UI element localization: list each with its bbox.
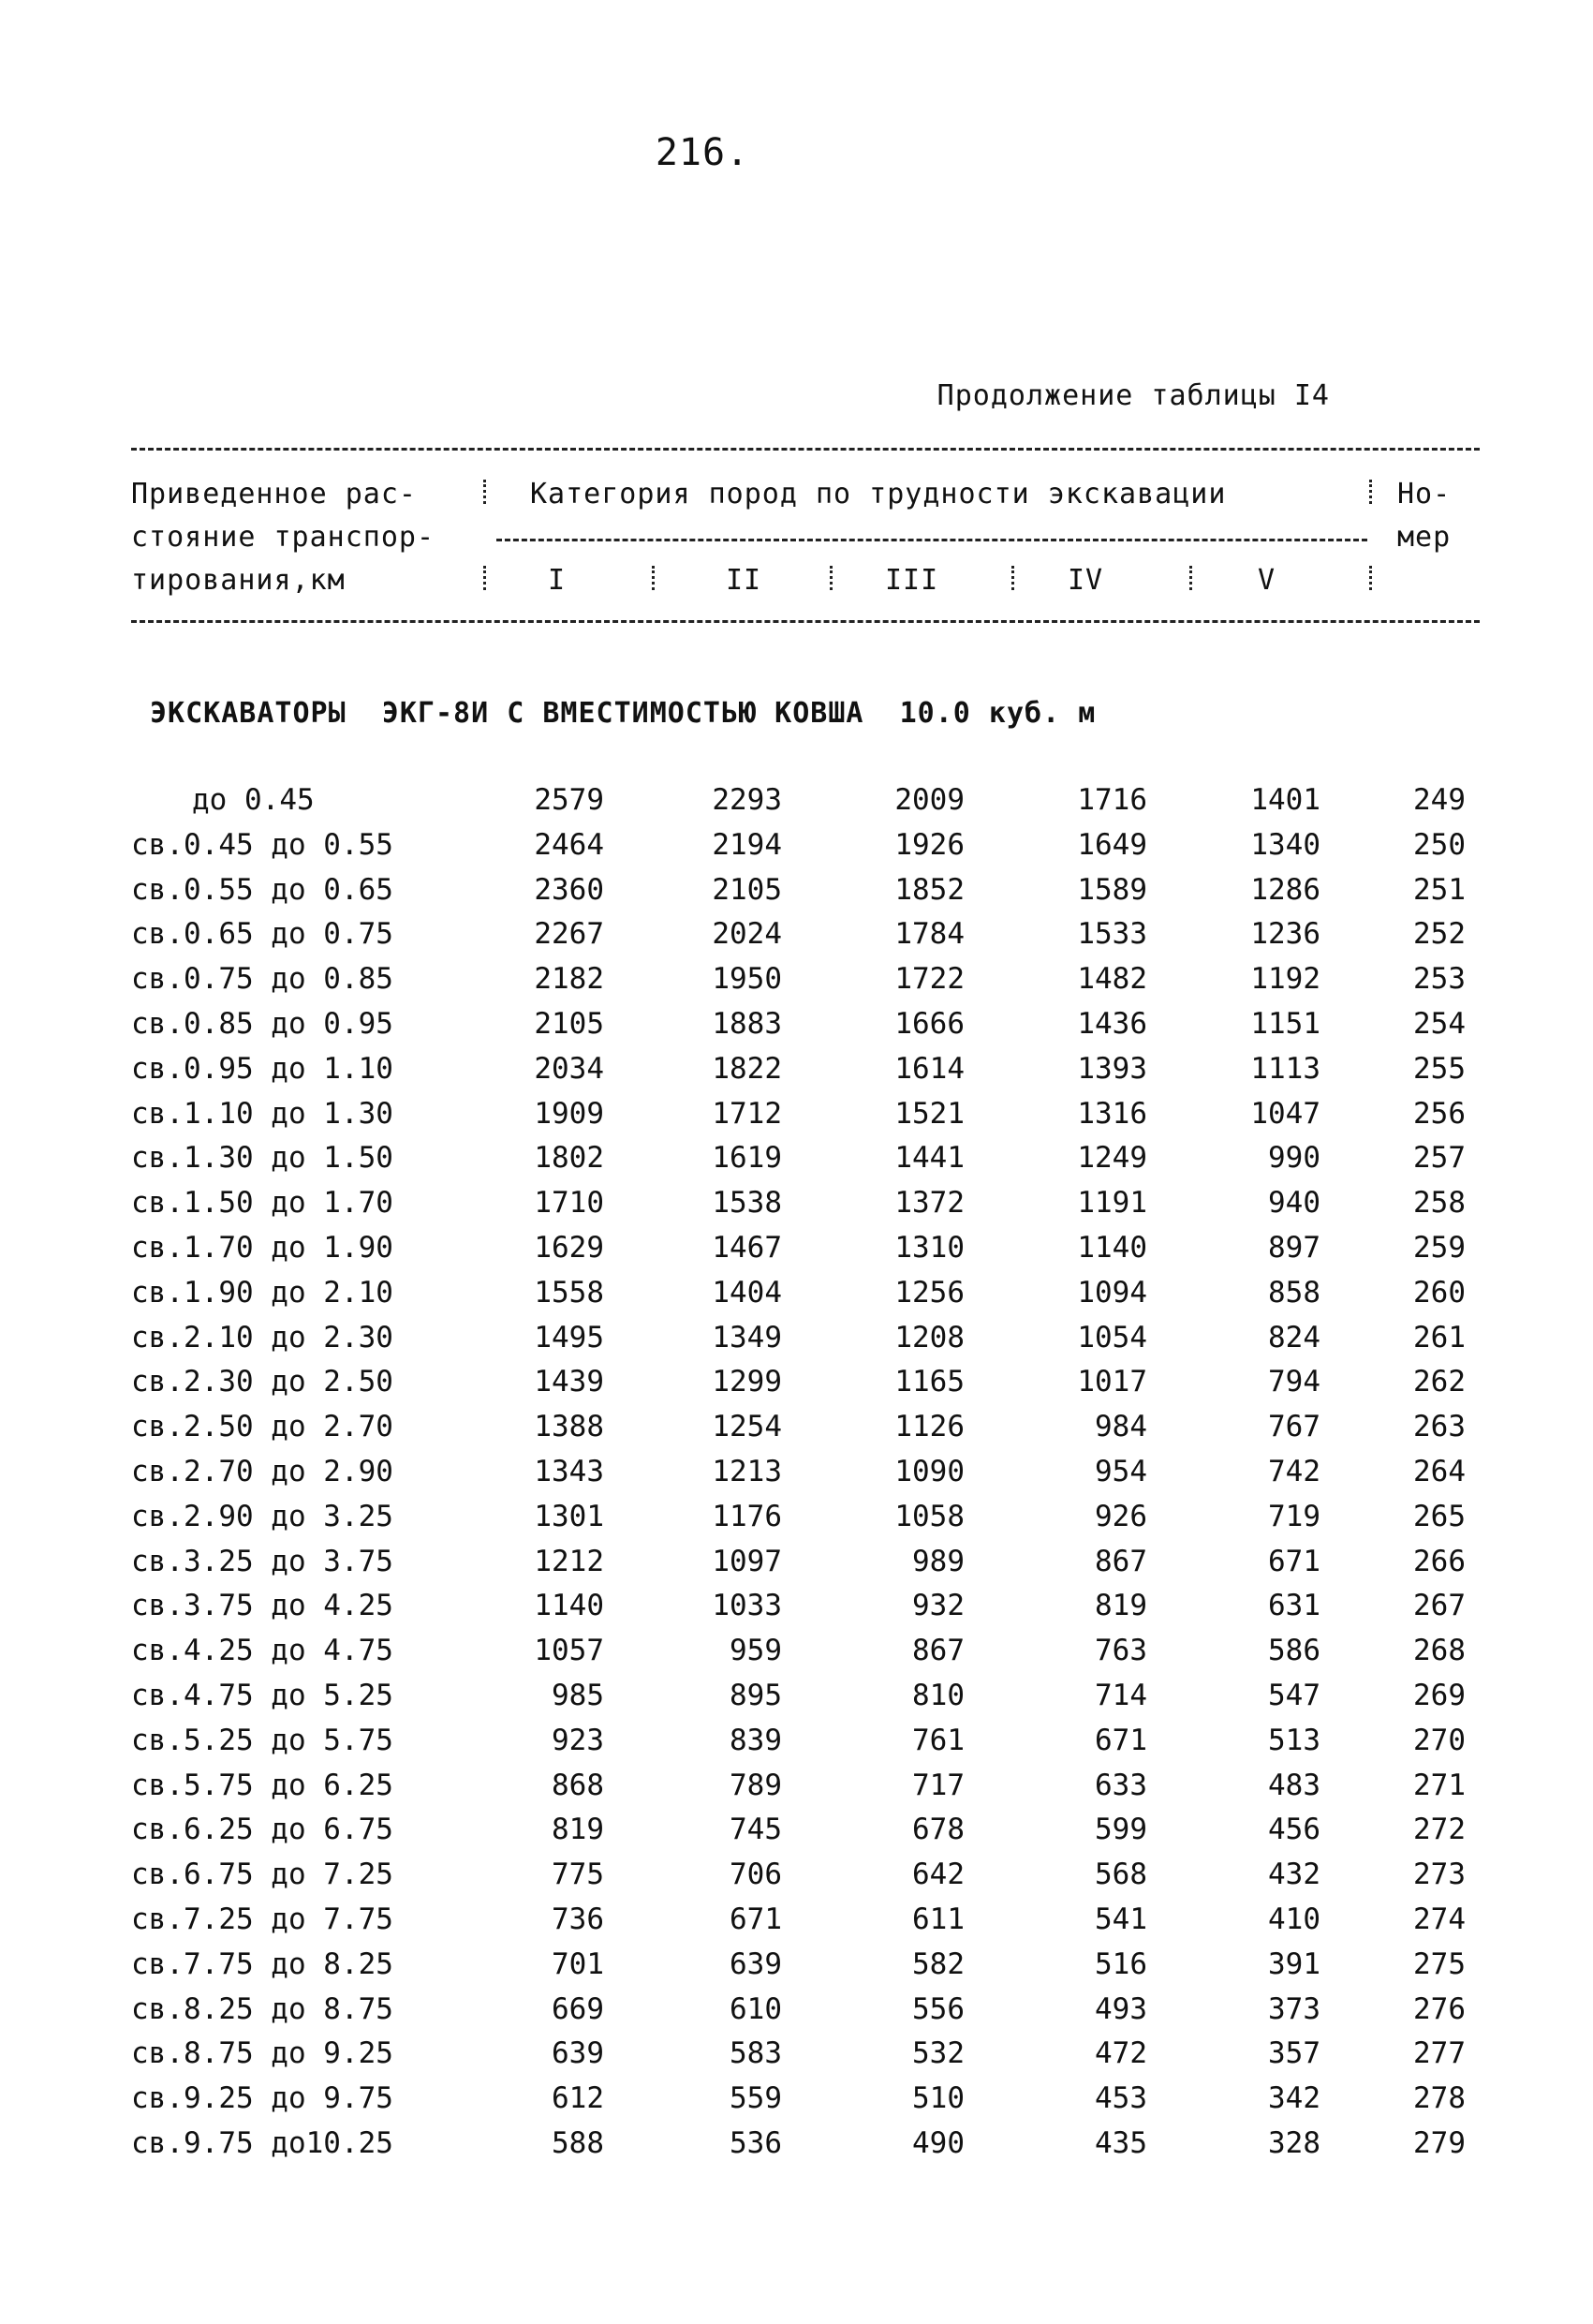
category-V-cell: 719 (1268, 1499, 1320, 1533)
category-V-cell: 391 (1268, 1947, 1320, 1981)
table-row (0, 1724, 1593, 1769)
category-V-cell: 1192 (1250, 962, 1320, 997)
table-row (0, 783, 1593, 828)
category-II-cell: 1033 (712, 1589, 782, 1623)
category-III-cell: 1852 (894, 872, 965, 907)
category-V-cell: 897 (1268, 1230, 1320, 1265)
category-I-cell: 588 (552, 2125, 604, 2160)
category-III-cell: 761 (912, 1723, 965, 1757)
category-II-cell: 1097 (712, 1544, 782, 1578)
category-V-cell: 1047 (1250, 1096, 1320, 1131)
row-number-cell: 279 (1413, 2125, 1466, 2160)
category-IV-cell: 1393 (1077, 1051, 1147, 1086)
category-II-cell: 745 (730, 1813, 782, 1847)
category-V-cell: 328 (1268, 2125, 1320, 2160)
row-number-cell: 278 (1413, 2081, 1466, 2116)
distance-range-cell: св.0.75 до 0.85 (131, 962, 393, 997)
category-V-cell: 586 (1268, 1634, 1320, 1668)
category-IV-cell: 1191 (1077, 1186, 1147, 1221)
category-V-cell: 671 (1268, 1544, 1320, 1578)
header-separator (652, 566, 660, 590)
category-V-cell: 1113 (1250, 1051, 1320, 1086)
category-IV-cell: 1094 (1077, 1275, 1147, 1310)
category-IV-cell: 1649 (1077, 827, 1147, 862)
category-III-cell: 1926 (894, 827, 965, 862)
table-row (0, 2036, 1593, 2081)
category-II-cell: 536 (730, 2125, 782, 2160)
category-III-cell: 1614 (894, 1051, 965, 1086)
category-III-cell: 1165 (894, 1365, 965, 1399)
page-number: 216. (655, 131, 750, 174)
category-V-cell: 940 (1268, 1186, 1320, 1221)
category-IV-cell: 516 (1095, 1947, 1147, 1981)
table-row (0, 1276, 1593, 1321)
table-row (0, 2081, 1593, 2126)
row-number-cell: 251 (1413, 872, 1466, 907)
category-III-cell: 1372 (894, 1186, 965, 1221)
category-I-cell: 923 (552, 1723, 604, 1757)
category-I-cell: 2267 (534, 917, 604, 952)
category-IV-cell: 714 (1095, 1678, 1147, 1712)
header-distance-line-3: тирования,км (131, 564, 346, 597)
header-separator (483, 566, 492, 590)
category-IV-cell: 1716 (1077, 783, 1147, 817)
category-II-cell: 895 (730, 1678, 782, 1712)
row-number-cell: 275 (1413, 1947, 1466, 1981)
table-row (0, 1634, 1593, 1679)
distance-range-cell: св.9.25 до 9.75 (131, 2081, 393, 2116)
category-IV-cell: 472 (1095, 2036, 1147, 2071)
category-III-cell: 642 (912, 1858, 965, 1892)
category-I-cell: 1301 (534, 1499, 604, 1533)
table-row (0, 917, 1593, 962)
category-I-cell: 819 (552, 1813, 604, 1847)
category-III-cell: 1058 (894, 1499, 965, 1533)
category-I-cell: 1802 (534, 1141, 604, 1176)
row-number-cell: 256 (1413, 1096, 1466, 1131)
category-V-cell: 858 (1268, 1275, 1320, 1310)
distance-range-cell: св.2.70 до 2.90 (131, 1454, 393, 1488)
data-table-body (0, 783, 1593, 2171)
category-II-cell: 1349 (712, 1320, 782, 1354)
header-category-I: I (548, 564, 567, 597)
category-III-cell: 582 (912, 1947, 965, 1981)
category-II-cell: 1883 (712, 1006, 782, 1041)
header-separator (483, 480, 492, 504)
category-V-cell: 1340 (1250, 827, 1320, 862)
category-V-cell: 547 (1268, 1678, 1320, 1712)
category-V-cell: 513 (1268, 1723, 1320, 1757)
category-III-cell: 717 (912, 1768, 965, 1802)
category-II-cell: 839 (730, 1723, 782, 1757)
category-II-cell: 1538 (712, 1186, 782, 1221)
row-number-cell: 270 (1413, 1723, 1466, 1757)
row-number-cell: 253 (1413, 962, 1466, 997)
category-III-cell: 1722 (894, 962, 965, 997)
category-II-cell: 583 (730, 2036, 782, 2071)
category-II-cell: 639 (730, 1947, 782, 1981)
header-category-title: Категория пород по трудности экскавации (530, 478, 1227, 511)
category-II-cell: 1176 (712, 1499, 782, 1533)
table-row (0, 1410, 1593, 1455)
distance-range-cell: св.8.25 до 8.75 (131, 1991, 393, 2026)
category-III-cell: 867 (912, 1634, 965, 1668)
category-II-cell: 559 (730, 2081, 782, 2116)
category-II-cell: 1404 (712, 1275, 782, 1310)
category-IV-cell: 493 (1095, 1991, 1147, 2026)
category-IV-cell: 984 (1095, 1410, 1147, 1444)
category-I-cell: 736 (552, 1902, 604, 1936)
table-row (0, 828, 1593, 873)
distance-range-cell: св.1.50 до 1.70 (131, 1186, 393, 1221)
category-II-cell: 1712 (712, 1096, 782, 1131)
table-row (0, 1052, 1593, 1097)
category-IV-cell: 867 (1095, 1544, 1147, 1578)
table-row (0, 1992, 1593, 2037)
category-II-cell: 1822 (712, 1051, 782, 1086)
table-row (0, 1858, 1593, 1902)
header-number-line-2: мер (1397, 521, 1452, 554)
category-II-cell: 1254 (712, 1410, 782, 1444)
row-number-cell: 262 (1413, 1365, 1466, 1399)
row-number-cell: 252 (1413, 917, 1466, 952)
category-II-cell: 610 (730, 1991, 782, 2026)
category-III-cell: 510 (912, 2081, 965, 2116)
row-number-cell: 268 (1413, 1634, 1466, 1668)
row-number-cell: 266 (1413, 1544, 1466, 1578)
header-category-II: II (726, 564, 762, 597)
category-IV-cell: 453 (1095, 2081, 1147, 2116)
row-number-cell: 259 (1413, 1230, 1466, 1265)
distance-range-cell: св.0.95 до 1.10 (131, 1051, 393, 1086)
distance-range-cell: до 0.45 (192, 783, 315, 817)
category-I-cell: 1558 (534, 1275, 604, 1310)
category-III-cell: 1126 (894, 1410, 965, 1444)
category-III-cell: 1441 (894, 1141, 965, 1176)
category-III-cell: 1310 (894, 1230, 965, 1265)
category-V-cell: 456 (1268, 1813, 1320, 1847)
category-I-cell: 1439 (534, 1365, 604, 1399)
row-number-cell: 274 (1413, 1902, 1466, 1936)
category-IV-cell: 541 (1095, 1902, 1147, 1936)
row-number-cell: 271 (1413, 1768, 1466, 1802)
category-I-cell: 1629 (534, 1230, 604, 1265)
row-number-cell: 261 (1413, 1320, 1466, 1354)
table-row (0, 1141, 1593, 1186)
header-separator (1369, 566, 1378, 590)
category-II-cell: 671 (730, 1902, 782, 1936)
row-number-cell: 249 (1413, 783, 1466, 817)
category-III-cell: 1208 (894, 1320, 965, 1354)
distance-range-cell: св.5.25 до 5.75 (131, 1723, 393, 1757)
category-I-cell: 2034 (534, 1051, 604, 1086)
distance-range-cell: св.0.65 до 0.75 (131, 917, 393, 952)
category-V-cell: 794 (1268, 1365, 1320, 1399)
category-V-cell: 631 (1268, 1589, 1320, 1623)
category-I-cell: 2105 (534, 1006, 604, 1041)
category-II-cell: 1467 (712, 1230, 782, 1265)
category-I-cell: 2464 (534, 827, 604, 862)
distance-range-cell: св.1.90 до 2.10 (131, 1275, 393, 1310)
table-row (0, 1947, 1593, 1992)
category-II-cell: 959 (730, 1634, 782, 1668)
category-III-cell: 810 (912, 1678, 965, 1712)
category-I-cell: 1057 (534, 1634, 604, 1668)
category-IV-cell: 599 (1095, 1813, 1147, 1847)
header-separator (830, 566, 838, 590)
distance-range-cell: св.1.30 до 1.50 (131, 1141, 393, 1176)
table-row (0, 1231, 1593, 1276)
row-number-cell: 257 (1413, 1141, 1466, 1176)
category-II-cell: 1950 (712, 962, 782, 997)
category-III-cell: 932 (912, 1589, 965, 1623)
distance-range-cell: св.2.10 до 2.30 (131, 1320, 393, 1354)
category-V-cell: 483 (1268, 1768, 1320, 1802)
category-V-cell: 1236 (1250, 917, 1320, 952)
category-III-cell: 1784 (894, 917, 965, 952)
table-row (0, 1365, 1593, 1410)
distance-range-cell: св.4.75 до 5.25 (131, 1678, 393, 1712)
table-row (0, 1813, 1593, 1858)
category-IV-cell: 1140 (1077, 1230, 1147, 1265)
table-row (0, 1500, 1593, 1545)
category-V-cell: 357 (1268, 2036, 1320, 2071)
category-IV-cell: 1017 (1077, 1365, 1147, 1399)
row-number-cell: 276 (1413, 1991, 1466, 2026)
section-title: ЭКСКАВАТОРЫ ЭКГ-8И С ВМЕСТИМОСТЬЮ КОВША 10.0 куб. м (150, 697, 1097, 730)
category-II-cell: 789 (730, 1768, 782, 1802)
category-I-cell: 669 (552, 1991, 604, 2026)
category-III-cell: 1666 (894, 1006, 965, 1041)
category-V-cell: 410 (1268, 1902, 1320, 1936)
distance-range-cell: св.1.10 до 1.30 (131, 1096, 393, 1131)
row-number-cell: 264 (1413, 1454, 1466, 1488)
category-II-cell: 1213 (712, 1454, 782, 1488)
category-IV-cell: 1533 (1077, 917, 1147, 952)
category-V-cell: 373 (1268, 1991, 1320, 2026)
distance-range-cell: св.7.25 до 7.75 (131, 1902, 393, 1936)
category-III-cell: 1521 (894, 1096, 965, 1131)
header-bottom-rule (131, 620, 1480, 623)
category-IV-cell: 633 (1095, 1768, 1147, 1802)
header-separator (1011, 566, 1020, 590)
distance-range-cell: св.2.30 до 2.50 (131, 1365, 393, 1399)
row-number-cell: 258 (1413, 1186, 1466, 1221)
category-IV-cell: 819 (1095, 1589, 1147, 1623)
distance-range-cell: св.1.70 до 1.90 (131, 1230, 393, 1265)
header-category-III: III (885, 564, 939, 597)
row-number-cell: 265 (1413, 1499, 1466, 1533)
header-category-IV: IV (1068, 564, 1104, 597)
category-II-cell: 2194 (712, 827, 782, 862)
distance-range-cell: св.3.75 до 4.25 (131, 1589, 393, 1623)
table-row (0, 873, 1593, 918)
distance-range-cell: св.7.75 до 8.25 (131, 1947, 393, 1981)
distance-range-cell: св.2.50 до 2.70 (131, 1410, 393, 1444)
category-IV-cell: 671 (1095, 1723, 1147, 1757)
category-IV-cell: 763 (1095, 1634, 1147, 1668)
category-III-cell: 532 (912, 2036, 965, 2071)
row-number-cell: 273 (1413, 1858, 1466, 1892)
header-category-rule (496, 539, 1367, 541)
category-IV-cell: 1054 (1077, 1320, 1147, 1354)
category-IV-cell: 1316 (1077, 1096, 1147, 1131)
category-III-cell: 556 (912, 1991, 965, 2026)
category-I-cell: 1388 (534, 1410, 604, 1444)
category-IV-cell: 1482 (1077, 962, 1147, 997)
row-number-cell: 269 (1413, 1678, 1466, 1712)
category-II-cell: 2024 (712, 917, 782, 952)
category-IV-cell: 1249 (1077, 1141, 1147, 1176)
table-row (0, 1769, 1593, 1813)
header-separator (1189, 566, 1198, 590)
category-I-cell: 1212 (534, 1544, 604, 1578)
category-I-cell: 1140 (534, 1589, 604, 1623)
table-row (0, 1902, 1593, 1947)
category-I-cell: 701 (552, 1947, 604, 1981)
header-number-line-1: Но- (1397, 478, 1452, 511)
category-III-cell: 611 (912, 1902, 965, 1936)
distance-range-cell: св.5.75 до 6.25 (131, 1768, 393, 1802)
row-number-cell: 255 (1413, 1051, 1466, 1086)
category-V-cell: 1401 (1250, 783, 1320, 817)
category-V-cell: 824 (1268, 1320, 1320, 1354)
category-II-cell: 2105 (712, 872, 782, 907)
category-IV-cell: 1589 (1077, 872, 1147, 907)
category-I-cell: 2579 (534, 783, 604, 817)
category-I-cell: 2360 (534, 872, 604, 907)
distance-range-cell: св.2.90 до 3.25 (131, 1499, 393, 1533)
category-I-cell: 612 (552, 2081, 604, 2116)
header-top-rule (131, 448, 1480, 451)
category-II-cell: 1299 (712, 1365, 782, 1399)
category-I-cell: 1909 (534, 1096, 604, 1131)
table-row (0, 962, 1593, 1007)
category-III-cell: 1256 (894, 1275, 965, 1310)
category-IV-cell: 1436 (1077, 1006, 1147, 1041)
header-separator (1369, 480, 1378, 504)
category-III-cell: 989 (912, 1544, 965, 1578)
distance-range-cell: св.0.55 до 0.65 (131, 872, 393, 907)
distance-range-cell: св.8.75 до 9.25 (131, 2036, 393, 2071)
header-category-V: V (1258, 564, 1276, 597)
row-number-cell: 277 (1413, 2036, 1466, 2071)
category-I-cell: 1343 (534, 1454, 604, 1488)
table-row (0, 1186, 1593, 1231)
category-II-cell: 706 (730, 1858, 782, 1892)
table-row (0, 1007, 1593, 1052)
table-row (0, 1545, 1593, 1590)
table-row (0, 2126, 1593, 2171)
category-V-cell: 767 (1268, 1410, 1320, 1444)
distance-range-cell: св.0.85 до 0.95 (131, 1006, 393, 1041)
table-row (0, 1321, 1593, 1366)
header-distance-line-1: Приведенное рас- (131, 478, 417, 511)
category-II-cell: 1619 (712, 1141, 782, 1176)
category-II-cell: 2293 (712, 783, 782, 817)
table-row (0, 1097, 1593, 1142)
distance-range-cell: св.6.75 до 7.25 (131, 1858, 393, 1892)
category-I-cell: 775 (552, 1858, 604, 1892)
category-V-cell: 342 (1268, 2081, 1320, 2116)
distance-range-cell: св.0.45 до 0.55 (131, 827, 393, 862)
category-I-cell: 985 (552, 1678, 604, 1712)
header-distance-line-2: стояние транспор- (131, 521, 435, 554)
category-I-cell: 868 (552, 1768, 604, 1802)
category-III-cell: 2009 (894, 783, 965, 817)
category-IV-cell: 568 (1095, 1858, 1147, 1892)
category-I-cell: 1495 (534, 1320, 604, 1354)
table-row (0, 1679, 1593, 1724)
distance-range-cell: св.6.25 до 6.75 (131, 1813, 393, 1847)
category-IV-cell: 926 (1095, 1499, 1147, 1533)
category-I-cell: 1710 (534, 1186, 604, 1221)
category-V-cell: 1286 (1250, 872, 1320, 907)
category-IV-cell: 435 (1095, 2125, 1147, 2160)
category-V-cell: 432 (1268, 1858, 1320, 1892)
category-V-cell: 742 (1268, 1454, 1320, 1488)
row-number-cell: 254 (1413, 1006, 1466, 1041)
category-IV-cell: 954 (1095, 1454, 1147, 1488)
table-continuation-label: Продолжение таблицы I4 (937, 379, 1330, 412)
category-III-cell: 490 (912, 2125, 965, 2160)
category-I-cell: 2182 (534, 962, 604, 997)
distance-range-cell: св.3.25 до 3.75 (131, 1544, 393, 1578)
row-number-cell: 272 (1413, 1813, 1466, 1847)
table-row (0, 1589, 1593, 1634)
category-I-cell: 639 (552, 2036, 604, 2071)
category-V-cell: 990 (1268, 1141, 1320, 1176)
distance-range-cell: св.4.25 до 4.75 (131, 1634, 393, 1668)
category-III-cell: 1090 (894, 1454, 965, 1488)
distance-range-cell: св.9.75 до10.25 (131, 2125, 393, 2160)
row-number-cell: 263 (1413, 1410, 1466, 1444)
table-row (0, 1455, 1593, 1500)
row-number-cell: 267 (1413, 1589, 1466, 1623)
row-number-cell: 260 (1413, 1275, 1466, 1310)
category-III-cell: 678 (912, 1813, 965, 1847)
category-V-cell: 1151 (1250, 1006, 1320, 1041)
row-number-cell: 250 (1413, 827, 1466, 862)
